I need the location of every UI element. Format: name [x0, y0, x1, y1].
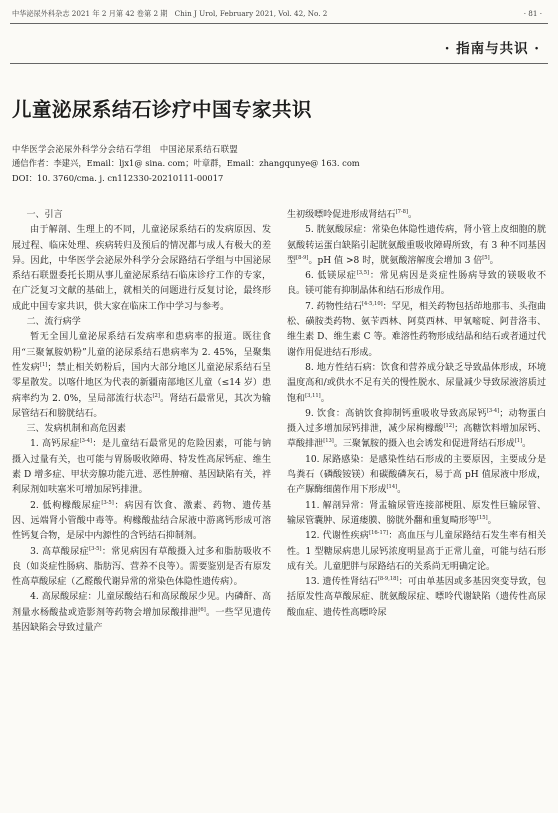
- running-head-left: 中华泌尿外科杂志 2021 年 2 月第 42 卷第 2 期 Chin J Urol, February 2021, Vol. 42, No. 2: [12, 9, 328, 18]
- correspondence: 通信作者：李建兴，Email：ljx1@ sina. com；叶章群，Email：zhangqunye@ 163. com: [12, 158, 360, 168]
- citation-ref: [3,11]: [305, 392, 321, 399]
- body-paragraph: 4. 高尿酸尿症：儿童尿酸结石和高尿酸尿少见。内磷酐、高剂量水杨酸盐或造影剂等药物会增加尿酸排泄[6]。一些罕见遗传基因缺陷会导致过量产: [12, 592, 272, 634]
- body-column-right: [287, 208, 546, 621]
- body-paragraph: 由于解剖、生理上的不同，儿童泌尿系结石的发病原因、发展过程、临床处理、疾病转归及预后的情况都与成人有极大的差异。因此，中华医学会泌尿外科学分会尿路结石学组与中国泌尿系结石联盟委托长期从事儿童泌尿系结石临床诊疗工作的专家，在广泛复习文献的基础上，就相关的问题进行反复讨论，最终形成此中国专家共识，供大家在临床工作中学习与参考。: [12, 225, 271, 312]
- section-heading: 二、流行病学: [26, 317, 81, 328]
- body-paragraph: 8. 地方性结石病：饮食和营养成分缺乏导致晶体形成，环境温度高和/或供水不足有关的慢性脱水、尿量减少导致尿液溶质过饱和[3,11]。: [287, 362, 546, 404]
- body-paragraph: 6. 低镁尿症[3,5]：常见病因是炎症性肠病导致的镁吸收不良。镁可能有抑制晶体和结石形成作用。: [287, 270, 546, 297]
- citation-ref: [12]: [443, 423, 455, 430]
- body-paragraph: 3. 高草酸尿症[3-5]：常见病因有草酸摄入过多和脂肪吸收不良（如炎症性肠病、脂肪泻、营养不良等）。需要鉴别是否有原发性高草酸尿症（乙醛酸代谢异常的常染色体隐性遗传病）。: [12, 545, 271, 588]
- body-paragraph: 生初级嘌呤促进形成肾结石[7-8]。: [287, 209, 418, 220]
- body-paragraph: 1. 高钙尿症[3-4]：是儿童结石最常见的危险因素，可能与钠摄入过量有关，也可能与胃肠吸收障碍、特发性高尿钙症、维生素 D 增多症、甲状旁腺功能亢进、恶性肿瘤、基因缺陷有关，袢利尿剂如呋塞米可增加尿钙排泄。: [12, 438, 272, 496]
- header-rule: [10, 23, 548, 24]
- citation-ref: [13]: [323, 438, 334, 445]
- body-paragraph: 9. 饮食：高钠饮食抑制钙重吸收导致高尿钙[3-4]；动物蛋白摄入过多增加尿钙排泄，减少尿枸橼酸[12]；高糖饮料增加尿钙、草酸排泄[13]。三聚氰胺的摄入也会诱发和促进肾结石形成[1]。: [287, 407, 547, 450]
- citation-ref: [3-5]: [101, 499, 114, 506]
- body-paragraph: 暂无全国儿童泌尿系结石发病率和患病率的报道。既往食用“三聚氰胺奶粉”儿童的泌尿系结石患病率为 2. 45%，呈聚集性发病[1]；禁止相关奶粉后，国内大部分地区儿童泌尿系结石呈零星散发。以喀什地区为代表的新疆南部地区儿童（≤14 岁）患病率约为 2. 0%，呈局部流行状态[2]。肾结石最常见，其次为输尿管结石和膀胱结石。: [12, 332, 272, 419]
- citation-ref: [8-9]: [296, 254, 309, 261]
- citation-ref: [14]: [386, 484, 398, 491]
- citation-ref: [6]: [198, 606, 206, 613]
- citation-ref: [16-17]: [369, 530, 389, 537]
- citation-ref: [3-4]: [79, 438, 93, 445]
- body-paragraph: 10. 尿路感染：是感染性结石形成的主要原因，主要成分是鸟粪石（磷酸铵镁）和碳酸磷灰石，易于高 pH 值尿液中形成，在产脲酶细菌作用下形成[14]。: [287, 454, 546, 496]
- body-paragraph: 13. 遗传性肾结石[8-9,18]：可由单基因或多基因突变导致，包括原发性高草酸尿症、胱氨酸尿症、嘌呤代谢缺陷（遗传性高尿酸血症、遗传性高嘌呤尿: [287, 576, 546, 618]
- citation-ref: [8-9,18]: [377, 576, 399, 583]
- body-paragraph: 12. 代谢性疾病[16-17]：高血压与儿童尿路结石发生率有相关性。1 型糖尿病患儿尿钙浓度明显高于正常儿童，可能与结石形成有关。儿童肥胖与尿路结石的关系尚无明确定论。: [287, 530, 547, 572]
- citation-ref: [3-5]: [89, 545, 102, 552]
- citation-ref: [1]: [40, 361, 48, 368]
- citation-ref: [15]: [476, 514, 488, 521]
- doi: DOI：10. 3760/cma. j. cn112330-20210111-00017: [12, 173, 224, 183]
- citation-ref: [1]: [514, 438, 523, 445]
- article-title: 儿童泌尿系结石诊疗中国专家共识: [12, 98, 313, 121]
- section-heading: 一、引言: [26, 210, 63, 220]
- citation-ref: [5]: [482, 254, 490, 261]
- section-rule: [10, 63, 548, 64]
- citation-ref: [2]: [152, 392, 160, 399]
- section-heading: 三、发病机制和高危因素: [26, 424, 126, 435]
- body-paragraph: 5. 胱氨酸尿症：常染色体隐性遗传病，肾小管上皮细胞的胱氨酸转运蛋白缺陷引起胱氨酸重吸收障碍所致，有 3 种不同基因型[8-9]。pH 值 >8 时，胱氨酸溶解度会增加 3 倍[5]。: [287, 225, 546, 266]
- body-column-left: [12, 208, 271, 636]
- body-paragraph: 7. 药物性结石[4-5,10]：罕见，相关药物包括茚地那韦、头孢曲松、磺胺类药物、氨苄西林、阿莫西林、甲氧嘧啶、阿昔洛韦、维生素 D、维生素 C 等。难溶性药物形成结晶和结石或者通过代谢作用促进结石形成。: [287, 300, 546, 358]
- citation-ref: [4-5,10]: [362, 300, 383, 307]
- author-list: 中华医学会泌尿外科学分会结石学组 中国泌尿系结石联盟: [12, 144, 239, 154]
- page-number: · 81 ·: [523, 9, 542, 18]
- section-tag: · 指南与共识 ·: [444, 41, 540, 57]
- body-paragraph: 11. 解剖异常：肾盂输尿管连接部梗阻、原发性巨输尿管、输尿管囊肿、尿道瘘膜、膀胱外翻和重复畸形等[15]。: [287, 500, 546, 526]
- body-paragraph: 2. 低枸橼酸尿症[3-5]：病因有饮食、激素、药物、遗传基因、远端肾小管酸中毒等。枸橼酸盐结合尿液中游离钙形成可溶性钙复合物，是尿中内源性的含钙结石抑制剂。: [12, 499, 272, 542]
- citation-ref: [3,5]: [356, 270, 370, 277]
- citation-ref: [3-4]: [486, 407, 500, 414]
- citation-ref: [7-8]: [395, 209, 408, 215]
